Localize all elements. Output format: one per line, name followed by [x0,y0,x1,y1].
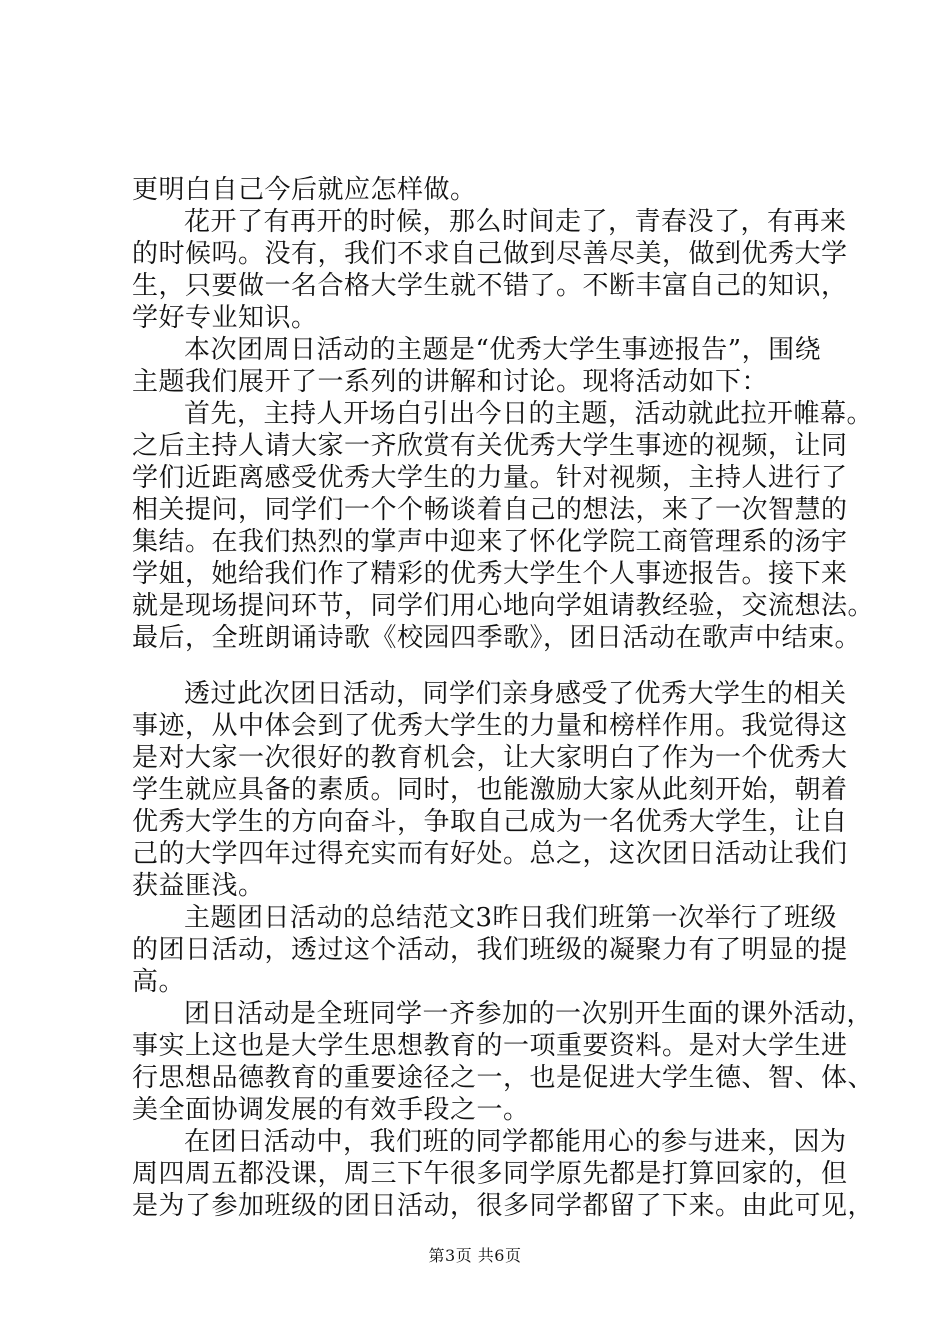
page-number-footer: 第3页 共6页 [428,1246,522,1265]
text-line: 的时候吗。没有，我们不求自己做到尽善尽美，做到优秀大学 [132,239,848,269]
text-line: 团日活动是全班同学一齐参加的一次别开生面的课外活动， [184,999,874,1029]
text-line: 就是现场提问环节，同学们用心地向学姐请教经验，交流想法。 [132,591,875,621]
text-line: 在团日活动中，我们班的同学都能用心的参与进来，因为 [184,1127,847,1157]
text-line: 己的大学四年过得充实而有好处。总之，这次团日活动让我们 [132,839,848,869]
text-line: 最后，全班朗诵诗歌《校园四季歌》，团日活动在歌声中结束。 [132,623,862,653]
text-line: 美全面协调发展的有效手段之一。 [132,1095,530,1125]
text-line: 事迹，从中体会到了优秀大学生的力量和榜样作用。我觉得这 [132,711,848,741]
text-line: 是对大家一次很好的教育机会，让大家明白了作为一个优秀大 [132,743,848,773]
text-line: 生，只要做一名合格大学生就不错了。不断丰富自己的知识， [132,271,848,301]
text-line: 学生就应具备的素质。同时，也能激励大家从此刻开始，朝着 [132,775,848,805]
text-line: 相关提问，同学们一个个畅谈着自己的想法，来了一次智慧的 [132,495,848,525]
paragraph-gap [132,654,852,678]
text-line: 更明白自己今后就应怎样做。 [132,175,477,205]
text-line: 学姐，她给我们作了精彩的优秀大学生个人事迹报告。接下来 [132,559,848,589]
text-line: 之后主持人请大家一齐欣赏有关优秀大学生事迹的视频，让同 [132,431,848,461]
text-line: 周四周五都没课，周三下午很多同学原先都是打算回家的，但 [132,1159,848,1189]
text-line: 花开了有再开的时候，那么时间走了，青春没了，有再来 [184,207,847,237]
text-line: 学好专业知识。 [132,303,318,333]
text-line: 获益匪浅。 [132,871,265,901]
document-body [132,174,875,1222]
text-line: 首先，主持人开场白引出今日的主题，活动就此拉开帷幕。 [184,399,874,429]
text-line: 高。 [132,967,186,997]
text-line: 是为了参加班级的团日活动，很多同学都留了下来。由此可见， [132,1191,875,1221]
text-line: 主题团日活动的总结范文3昨日我们班第一次举行了班级 [184,903,838,933]
text-line: 优秀大学生的方向奋斗，争取自己成为一名优秀大学生，让自 [132,807,848,837]
text-line: 集结。在我们热烈的掌声中迎来了怀化学院工商管理系的汤宇 [132,527,848,557]
text-line: 事实上这也是大学生思想教育的一项重要资料。是对大学生进 [132,1031,848,1061]
text-line: 的团日活动，透过这个活动，我们班级的凝聚力有了明显的提 [132,935,848,965]
text-line: 本次团周日活动的主题是“优秀大学生事迹报告”，围绕 [184,335,822,365]
text-line: 行思想品德教育的重要途径之一，也是促进大学生德、智、体、 [132,1063,875,1093]
text-line: 主题我们展开了一系列的讲解和讨论。现将活动如下： [132,367,769,397]
text-line: 透过此次团日活动，同学们亲身感受了优秀大学生的相关 [184,679,847,709]
text-line: 学们近距离感受优秀大学生的力量。针对视频，主持人进行了 [132,463,848,493]
